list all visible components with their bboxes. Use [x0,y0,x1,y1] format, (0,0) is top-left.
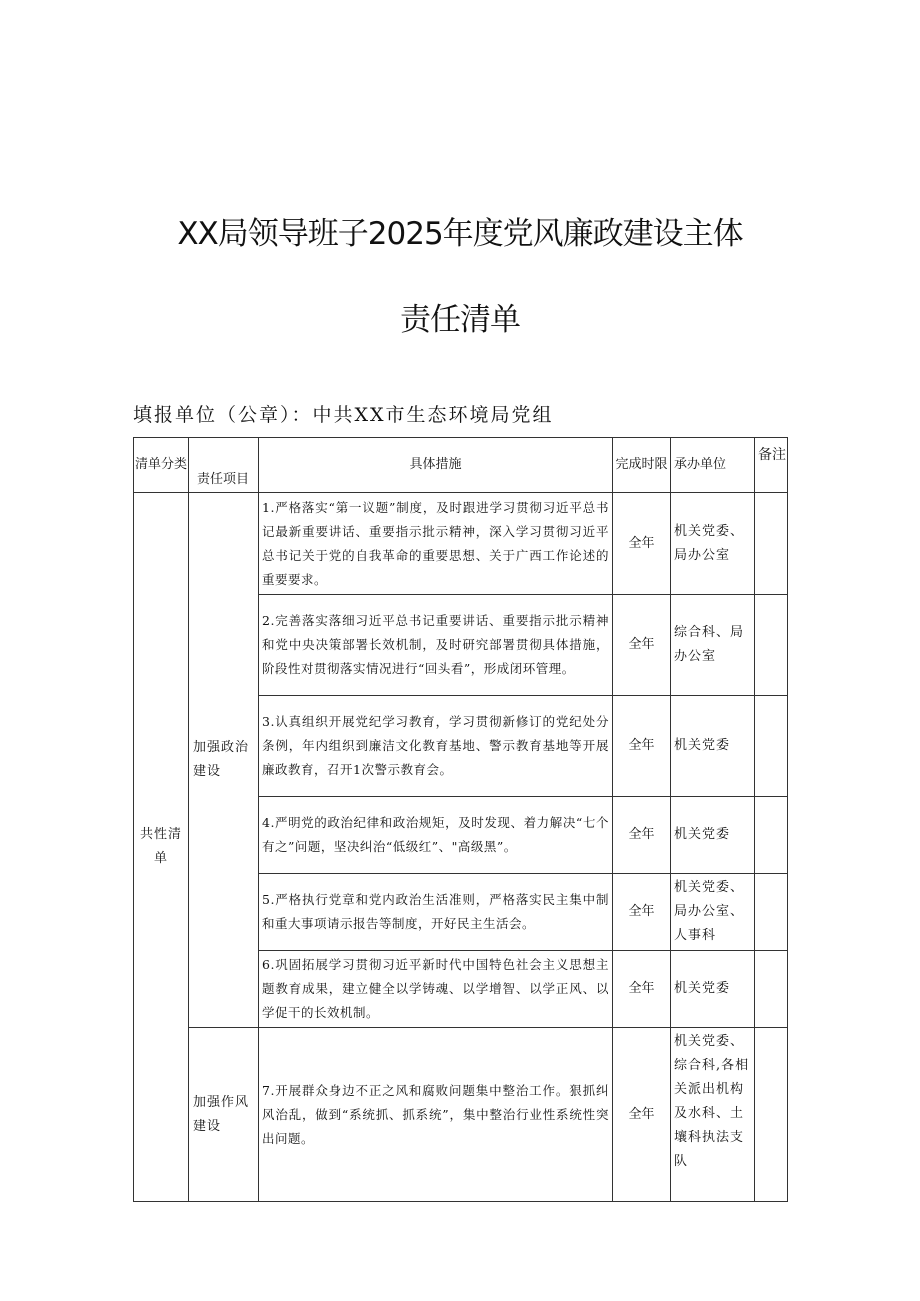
measure-cell: 7.开展群众身边不正之风和腐败问题集中整治工作。狠抓纠风治乱，做到“系统抓、抓系统”，集中整治行业性系统性突出问题。 [259,1028,613,1202]
header-measures: 具体措施 [259,438,613,493]
table-row [134,493,788,595]
department-cell: 机关党委 [671,696,755,797]
measure-cell: 1.严格落实“第一议题”制度，及时跟进学习贯彻习近平总书记最新重要讲话、重要指示批示精神，深入学习贯彻习近平总书记关于党的自我革命的重要思想、关于广西工作论述的重要要求。 [259,493,613,595]
measure-cell: 5.严格执行党章和党内政治生活准则，严格落实民主集中制和重大事项请示报告等制度，开好民主生活会。 [259,874,613,951]
reporting-unit: 填报单位（公章）：中共XX市生态环境局党组 [133,404,554,426]
department-cell: 机关党委 [671,797,755,874]
deadline-cell: 全年 [613,493,671,595]
remark-cell [755,595,788,696]
remark-cell [755,951,788,1028]
remark-cell [755,1028,788,1202]
department-cell: 机关党委 [671,951,755,1028]
table-header-row [134,438,788,493]
deadline-cell: 全年 [613,797,671,874]
deadline-cell: 全年 [613,951,671,1028]
document-title-line1: XX局领导班子2025年度党风廉政建设主体 [177,216,743,252]
header-category: 清单分类 [134,438,189,493]
header-department: 承办单位 [671,438,755,493]
header-deadline: 完成时限 [613,438,671,493]
item-cell: 加强政治建设 [189,493,259,1028]
document-title-line2: 责任清单 [400,302,520,338]
remark-cell [755,696,788,797]
deadline-cell: 全年 [613,874,671,951]
responsibility-table [133,437,788,1202]
department-cell: 综合科、局办公室 [671,595,755,696]
table-row [134,1028,788,1202]
deadline-cell: 全年 [613,696,671,797]
item-cell: 加强作风建设 [189,1028,259,1202]
remark-cell [755,493,788,595]
measure-cell: 2.完善落实落细习近平总书记重要讲话、重要指示批示精神和党中央决策部署长效机制，及时研究部署贯彻具体措施，阶段性对贯彻落实情况进行“回头看”，形成闭环管理。 [259,595,613,696]
header-remark: 备注 [755,438,788,493]
remark-cell [755,874,788,951]
header-item: 责任项目 [189,438,259,493]
remark-cell [755,797,788,874]
deadline-cell: 全年 [613,595,671,696]
measure-cell: 6.巩固拓展学习贯彻习近平新时代中国特色社会主义思想主题教育成果，建立健全以学铸魂、以学增智、以学正风、以学促干的长效机制。 [259,951,613,1028]
category-cell: 共性清单 [134,493,189,1202]
department-cell: 机关党委、局办公室 [671,493,755,595]
department-cell: 机关党委、综合科,各相关派出机构及水科、土壤科执法支队 [671,1028,755,1202]
measure-cell: 3.认真组织开展党纪学习教育，学习贯彻新修订的党纪处分条例，年内组织到廉洁文化教育基地、警示教育基地等开展廉政教育，召开1次警示教育会。 [259,696,613,797]
measure-cell: 4.严明党的政治纪律和政治规矩，及时发现、着力解决“七个有之”问题，坚决纠治“低级红”、"高级黑”。 [259,797,613,874]
deadline-cell: 全年 [613,1028,671,1202]
department-cell: 机关党委、局办公室、人事科 [671,874,755,951]
